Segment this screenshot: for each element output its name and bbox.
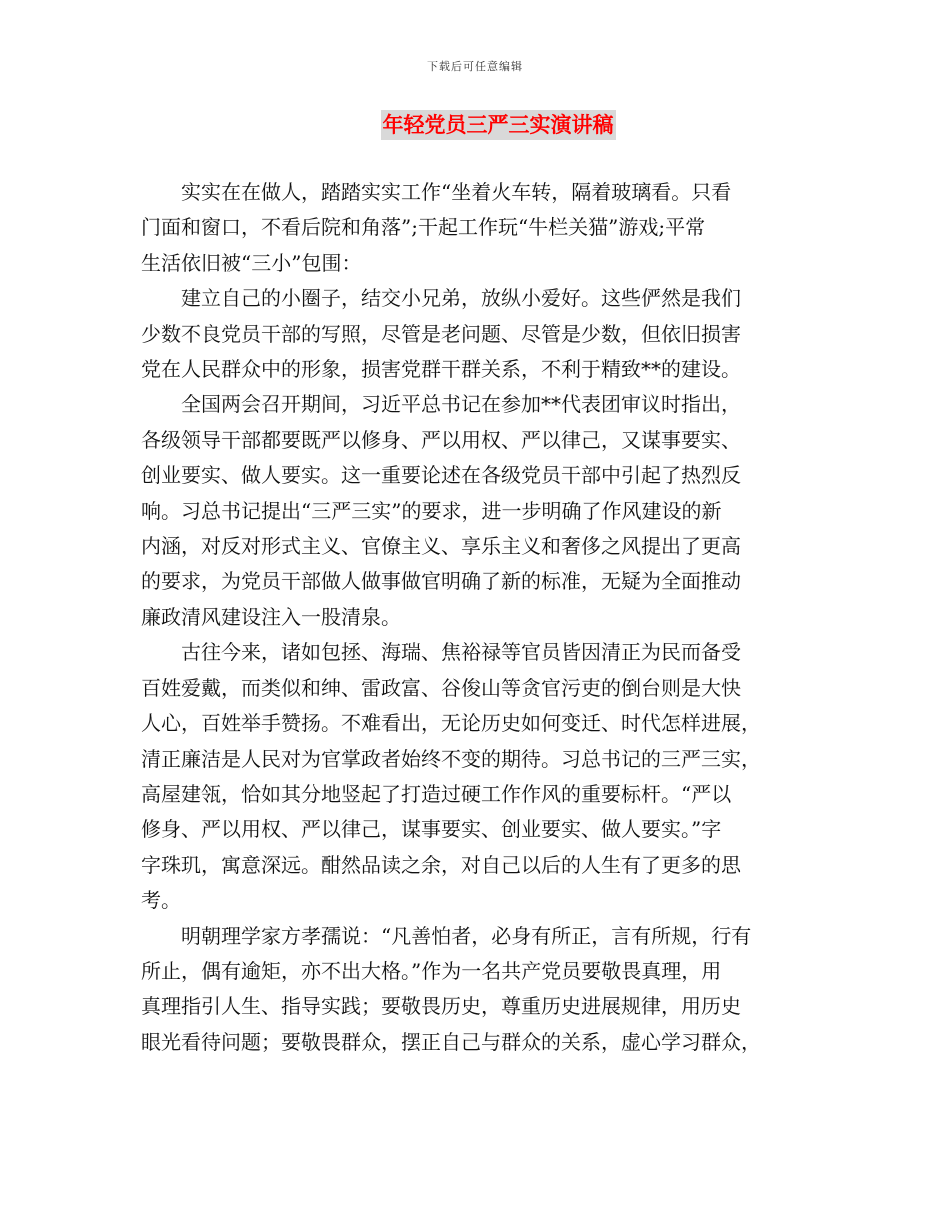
text-line: 建立自己的小圈子，结交小兄弟，放纵小爱好。这些俨然是我们 [181, 286, 741, 311]
text-line: 门面和窗口，不看后院和角落”;干起工作玩“牛栏关猫”游戏;平常 [141, 215, 706, 240]
text-line: 少数不良党员干部的写照，尽管是老问题、尽管是少数，但依旧损害 [141, 321, 741, 346]
text-line: 生活依旧被“三小”包围： [141, 250, 362, 275]
text-line: 人心，百姓举手赞扬。不难看出，无论历史如何变迁、时代怎样进展， [141, 711, 761, 736]
paragraph-3 [141, 387, 809, 635]
title-container [0, 110, 950, 140]
text-line: 创业要实、做人要实。这一重要论述在各级党员干部中引起了热烈反 [141, 463, 741, 488]
text-line: 廉政清风建设注入一股清泉。 [141, 604, 401, 629]
document-body [141, 175, 809, 1060]
text-line: 百姓爱戴，而类似和绅、雷政富、谷俊山等贪官污吏的倒台则是大快 [141, 675, 741, 700]
text-line: 响。习总书记提出“三严三实”的要求，进一步明确了作风建设的新 [141, 498, 722, 523]
text-line: 古往今来，诸如包拯、海瑞、焦裕禄等官员皆因清正为民而备受 [181, 640, 741, 665]
text-line: 内涵，对反对形式主义、官僚主义、享乐主义和奢侈之风提出了更高 [141, 534, 741, 559]
text-line: 明朝理学家方孝孺说：“凡善怕者，必身有所正，言有所规，行有 [181, 923, 752, 948]
text-line: 的要求，为党员干部做人做事做官明确了新的标准，无疑为全面推动 [141, 569, 741, 594]
text-line: 修身、严以用权、严以律己，谋事要实、创业要实、做人要实。”字 [141, 817, 722, 842]
text-line: 高屋建瓴，恰如其分地竖起了打造过硬工作作风的重要标杆。“严以 [141, 781, 732, 806]
text-line: 全国两会召开期间，习近平总书记在参加**代表团审议时指出， [181, 392, 741, 417]
text-line: 实实在在做人，踏踏实实工作“坐着火车转，隔着玻璃看。只看 [181, 180, 732, 204]
text-line: 眼光看待问题；要敬畏群众，摆正自己与群众的关系，虚心学习群众， [141, 1029, 761, 1054]
text-line: 党在人民群众中的形象，损害党群干群关系，不利于精致**的建设。 [141, 357, 741, 382]
text-line: 真理指引人生、指导实践；要敬畏历史，尊重历史进展规律，用历史 [141, 994, 741, 1019]
paragraph-5 [141, 919, 809, 1061]
text-line: 清正廉洁是人民对为官掌政者始终不变的期待。习总书记的三严三实， [141, 746, 761, 771]
text-line: 字珠玑，寓意深远。酣然品读之余，对自己以后的人生有了更多的思 [141, 852, 741, 877]
text-line: 各级领导干部都要既严以修身、严以用权、严以律己，又谋事要实、 [141, 427, 741, 452]
paragraph-2 [141, 281, 809, 387]
text-line: 所止，偶有逾矩，亦不出大格。”作为一名共产党员要敬畏真理，用 [141, 958, 722, 983]
text-line: 考。 [141, 888, 181, 913]
paragraph-1 [141, 175, 809, 281]
header-note: 下载后可任意编辑 [427, 60, 523, 73]
paragraph-4 [141, 635, 809, 918]
document-title: 年轻党员三严三实演讲稿 [381, 110, 616, 140]
